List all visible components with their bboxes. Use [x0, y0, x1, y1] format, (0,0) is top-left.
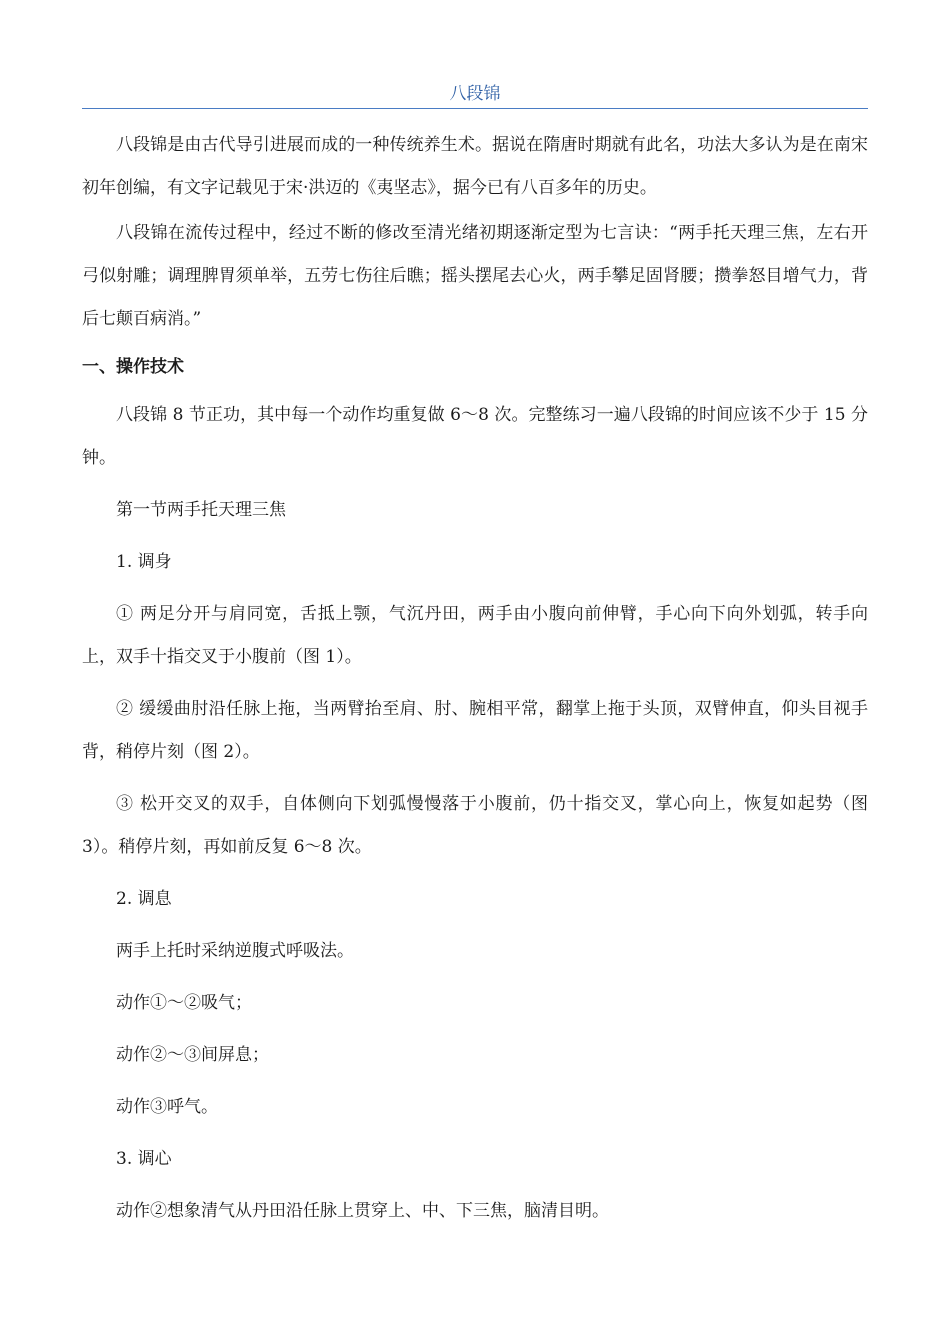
- intro-paragraph-1: 八段锦是由古代导引进展而成的一种传统养生术。据说在隋唐时期就有此名，功法大多认为是在南宋初年创编，有文字记载见于宋·洪迈的《夷坚志》，据今已有八百多年的历史。: [82, 135, 868, 198]
- document-body: [82, 124, 868, 1233]
- breathing-line-2: 动作①～②吸气；: [116, 993, 252, 1013]
- step-3-paragraph: ③ 松开交叉的双手，自体侧向下划弧慢慢落于小腹前，仍十指交叉，掌心向上，恢复如起势（图 3）。稍停片刻，再如前反复 6～8 次。: [82, 794, 868, 857]
- breathing-line-1: 两手上托时采纳逆腹式呼吸法。: [116, 941, 354, 961]
- intro-paragraph-2: 八段锦在流传过程中，经过不断的修改至清光绪初期逐渐定型为七言诀：“两手托天理三焦，左右开弓似射雕；调理脾胃须单举，五劳七伤往后瞧；摇头摆尾去心火，两手攀足固肾腰；攒拳怒目增气力，背后七颠百病消。”: [82, 223, 868, 329]
- item-title-tiaoxi: 2. 调息: [116, 889, 172, 909]
- header-divider: [82, 108, 868, 109]
- breathing-line-4: 动作③呼气。: [116, 1097, 218, 1117]
- mind-line-1: 动作②想象清气从丹田沿任脉上贯穿上、中、下三焦，脑清目明。: [116, 1201, 609, 1221]
- section-heading: 一、操作技术: [82, 357, 184, 377]
- step-1-paragraph: ① 两足分开与肩同宽，舌抵上颚，气沉丹田，两手由小腹向前伸臂，手心向下向外划弧，转手向上，双手十指交叉于小腹前（图 1）。: [82, 604, 868, 667]
- breathing-line-3: 动作②～③间屏息；: [116, 1045, 269, 1065]
- section-paragraph: 八段锦 8 节正功，其中每一个动作均重复做 6～8 次。完整练习一遍八段锦的时间应该不少于 15 分钟。: [82, 405, 868, 468]
- item-title-tiaoxin: 3. 调心: [116, 1149, 172, 1169]
- subsection-title: 第一节两手托天理三焦: [116, 500, 286, 520]
- page-header-title: 八段锦: [449, 84, 501, 104]
- item-title-tiaoshen: 1. 调身: [116, 552, 172, 572]
- step-2-paragraph: ② 缓缓曲肘沿任脉上拖，当两臂抬至肩、肘、腕相平常，翻掌上拖于头顶，双臂伸直，仰头目视手背，稍停片刻（图 2）。: [82, 699, 868, 762]
